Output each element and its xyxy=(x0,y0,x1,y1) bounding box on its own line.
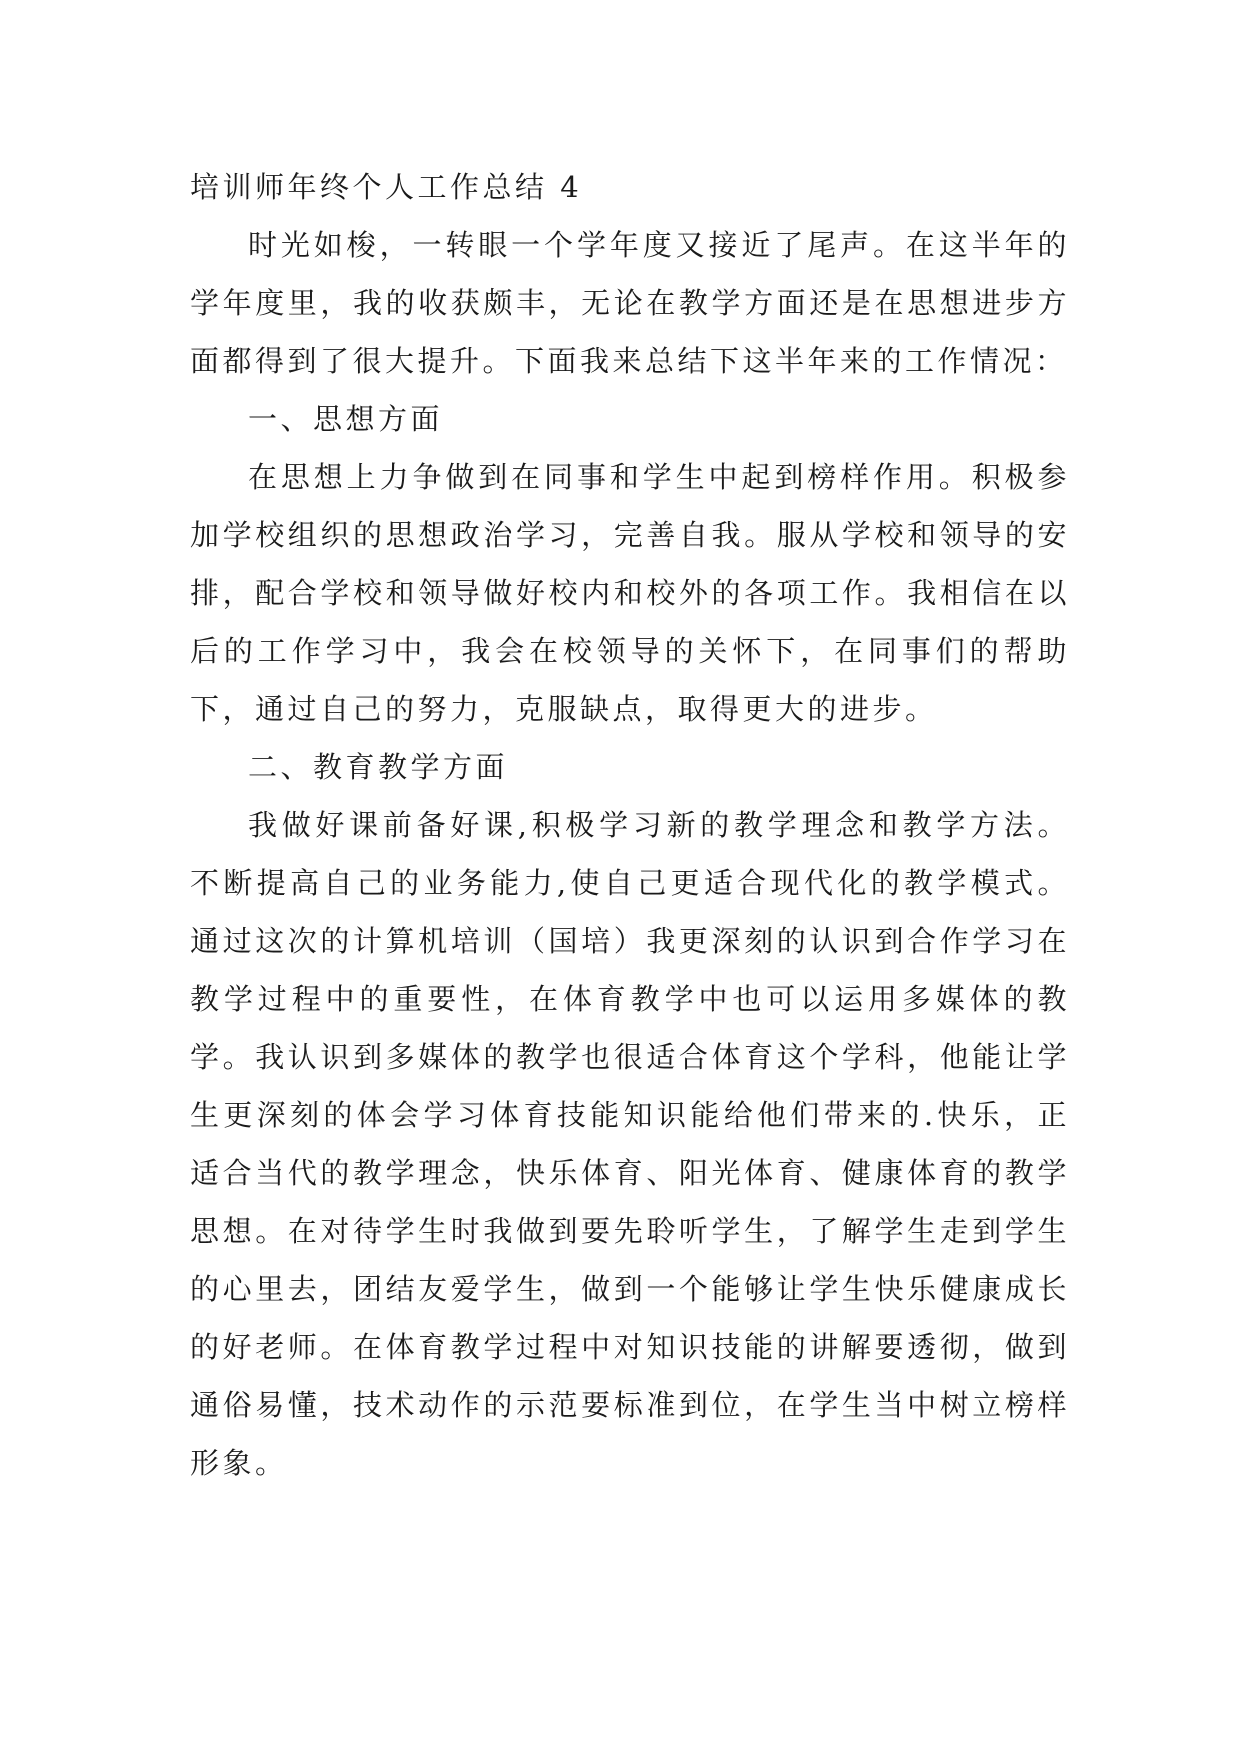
document-title: 培训师年终个人工作总结 4 xyxy=(190,170,583,204)
section-heading-ideology: 一、思想方面 xyxy=(248,402,444,436)
intro-paragraph: 时光如梭，一转眼一个学年度又接近了尾声。在这半年的学年度里，我的收获颇丰，无论在教学方面还是在思想进步方面都得到了很大提升。下面我来总结下这半年来的工作情况： xyxy=(190,228,1070,378)
section-heading-teaching: 二、教育教学方面 xyxy=(248,750,509,784)
section-body-teaching: 我做好课前备好课,积极学习新的教学理念和教学方法。不断提高自己的业务能力,使自己更适合现代化的教学模式。通过这次的计算机培训（国培）我更深刻的认识到合作学习在教学过程中的重要性，在体育教学中也可以运用多媒体的教学。我认识到多媒体的教学也很适合体育这个学科，他能让学生更深刻的体会学习体育技能知识能给他们带来的.快乐，正适合当代的教学理念，快乐体育、阳光体育、健康体育的教学思想。在对待学生时我做到要先聆听学生，了解学生走到学生的心里去，团结友爱学生，做到一个能够让学生快乐健康成长的好老师。在体育教学过程中对知识技能的讲解要透彻，做到通俗易懂，技术动作的示范要标准到位，在学生当中树立榜样形象。 xyxy=(190,808,1070,1480)
document-body xyxy=(190,158,1070,1492)
section-body-ideology: 在思想上力争做到在同事和学生中起到榜样作用。积极参加学校组织的思想政治学习，完善自我。服从学校和领导的安排，配合学校和领导做好校内和校外的各项工作。我相信在以后的工作学习中，我会在校领导的关怀下，在同事们的帮助下，通过自己的努力，克服缺点，取得更大的进步。 xyxy=(190,460,1070,726)
